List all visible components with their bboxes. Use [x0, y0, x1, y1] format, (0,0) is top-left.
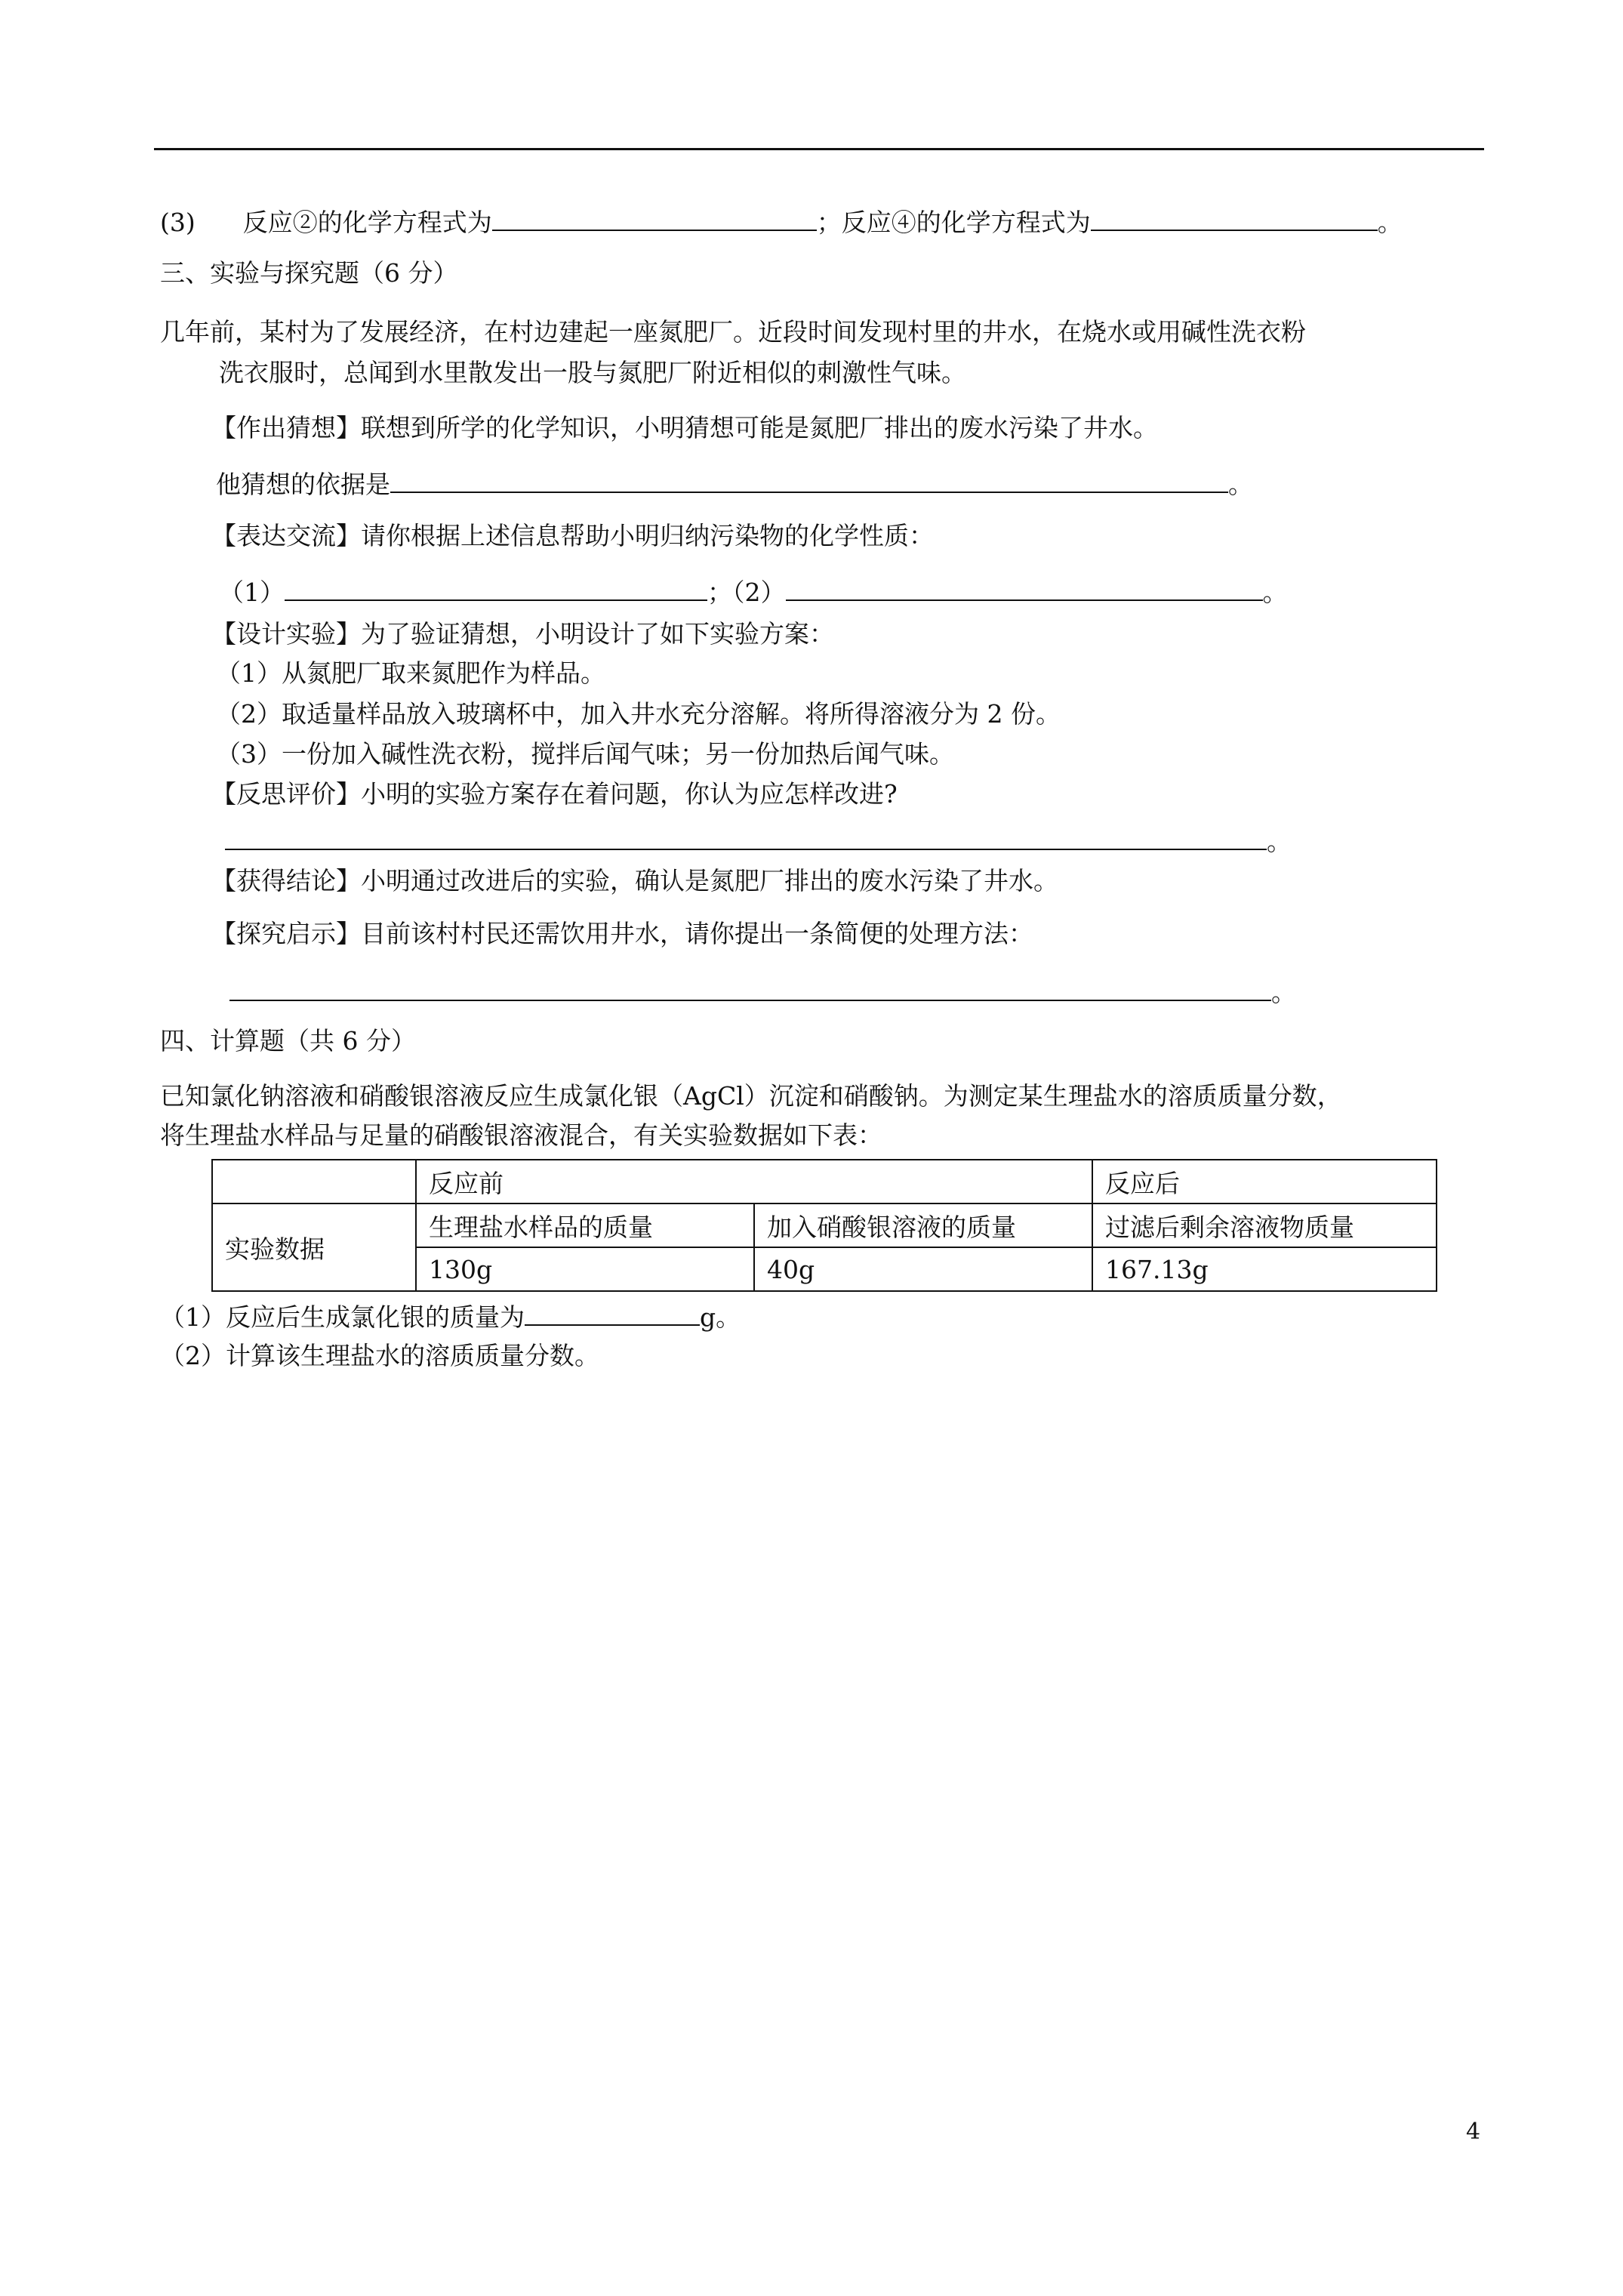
calc-question-1	[160, 1299, 741, 1334]
page-number: 4	[1466, 2119, 1481, 2145]
table-header-cell: 过滤后剩余溶液物质量	[1092, 1203, 1437, 1247]
properties-line	[219, 574, 1288, 609]
table-header-cell: 加入硝酸银溶液的质量	[754, 1203, 1092, 1247]
conclusion-paragraph: 【获得结论】小明通过改进后的实验，确认是氮肥厂排出的废水污染了井水。	[211, 866, 1058, 895]
item-1-label: （1）	[219, 578, 285, 607]
table-row	[212, 1203, 1437, 1247]
answer-blank[interactable]	[225, 823, 1267, 850]
section-4-intro-line-1: 已知氯化钠溶液和硝酸银溶液反应生成氯化银（AgCl）沉淀和硝酸钠。为测定某生理盐水的溶质质量分数，	[160, 1081, 1342, 1111]
period: 。	[1377, 208, 1403, 237]
question-3-separator: ；反应④的化学方程式为	[816, 208, 1091, 237]
basis-label: 他猜想的依据是	[216, 470, 390, 499]
table-cell-empty	[212, 1160, 416, 1203]
design-step-3: （3）一份加入碱性洗衣粉，搅拌后闻气味；另一份加热后闻气味。	[216, 739, 954, 769]
answer-blank[interactable]	[229, 974, 1271, 1001]
answer-blank[interactable]	[390, 466, 1228, 493]
answer-blank[interactable]	[492, 204, 817, 231]
calc-question-1-unit: g。	[700, 1302, 741, 1332]
table-row-label: 实验数据	[212, 1203, 416, 1291]
inspire-paragraph: 【探究启示】目前该村村民还需饮用井水，请你提出一条简便的处理方法：	[211, 919, 1033, 948]
question-3-label: (3)	[160, 208, 196, 237]
section-3-intro-line-1: 几年前，某村为了发展经济，在村边建起一座氮肥厂。近段时间发现村里的井水，在烧水或用碱性洗衣粉	[160, 317, 1306, 347]
table-header-before: 反应前	[416, 1160, 1092, 1203]
item-2-label: ；（2）	[707, 578, 786, 607]
table-value-cell: 167.13g	[1092, 1247, 1437, 1291]
inspire-answer-line	[229, 974, 1296, 1009]
section-3-intro-line-2: 洗衣服时，总闻到水里散发出一股与氮肥厂附近相似的刺激性气味。	[219, 358, 966, 387]
period: 。	[1262, 578, 1288, 607]
guess-paragraph: 【作出猜想】联想到所学的化学知识，小明猜想可能是氮肥厂排出的废水污染了井水。	[211, 413, 1158, 442]
section-3-heading: 三、实验与探究题（6 分）	[160, 258, 458, 288]
answer-blank[interactable]	[786, 574, 1263, 601]
design-step-2: （2）取适量样品放入玻璃杯中，加入井水充分溶解。将所得溶液分为 2 份。	[216, 699, 1061, 729]
calc-question-2: （2）计算该生理盐水的溶质质量分数。	[160, 1341, 599, 1370]
reflect-answer-line	[225, 823, 1292, 858]
question-3-text: 反应②的化学方程式为	[242, 208, 492, 237]
design-paragraph: 【设计实验】为了验证猜想，小明设计了如下实验方案：	[211, 619, 834, 649]
experiment-data-table	[211, 1159, 1437, 1292]
table-value-cell: 130g	[416, 1247, 754, 1291]
section-4-heading: 四、计算题（共 6 分）	[160, 1026, 416, 1056]
table-header-cell: 生理盐水样品的质量	[416, 1203, 754, 1247]
question-3	[160, 204, 1403, 239]
section-4-intro-line-2: 将生理盐水样品与足量的硝酸银溶液混合，有关实验数据如下表：	[160, 1120, 882, 1150]
answer-blank[interactable]	[285, 574, 707, 601]
period: 。	[1271, 978, 1296, 1007]
express-paragraph: 【表达交流】请你根据上述信息帮助小明归纳污染物的化学性质：	[211, 521, 934, 550]
reflect-paragraph: 【反思评价】小明的实验方案存在着问题，你认为应怎样改进?	[211, 779, 898, 809]
answer-blank[interactable]	[1091, 204, 1378, 231]
design-step-1: （1）从氮肥厂取来氮肥作为样品。	[216, 658, 605, 688]
table-header-after: 反应后	[1092, 1160, 1437, 1203]
header-rule	[154, 148, 1484, 150]
table-row	[212, 1160, 1437, 1203]
basis-line	[216, 466, 1253, 501]
answer-blank[interactable]	[525, 1299, 700, 1326]
period: 。	[1228, 470, 1253, 499]
calc-question-1-text: （1）反应后生成氯化银的质量为	[160, 1302, 525, 1332]
period: 。	[1267, 827, 1292, 856]
table-value-cell: 40g	[754, 1247, 1092, 1291]
